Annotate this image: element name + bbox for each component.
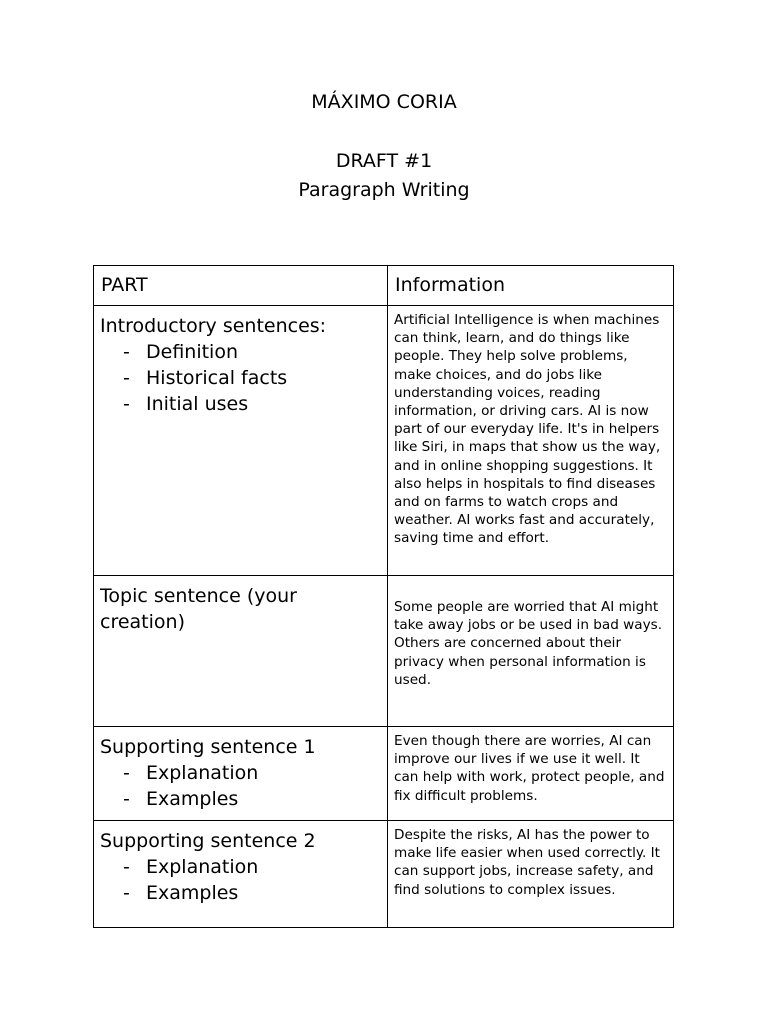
- part-title: Introductory sentences:: [100, 315, 327, 337]
- table-row-supporting-2: [94, 821, 674, 928]
- author-name: MÁXIMO CORIA: [311, 91, 457, 113]
- part-cell: [94, 727, 388, 821]
- paragraph-outline-table: [93, 265, 674, 928]
- subitem-label: Explanation: [146, 762, 259, 784]
- subitem-label: Historical facts: [146, 367, 288, 389]
- table-row-introductory: [94, 306, 674, 576]
- table-row-supporting-1: [94, 727, 674, 821]
- part-subitems: [100, 760, 383, 812]
- part-subitems: [100, 339, 383, 417]
- list-item: - Historical facts: [123, 367, 288, 389]
- part-title: Topic sentence (your creation): [100, 585, 297, 633]
- list-item: - Explanation: [123, 856, 259, 878]
- column-header-part: PART: [94, 266, 388, 306]
- information-cell: Some people are worried that AI might take away jobs or be used in bad ways. Others are concerned about their privacy when personal information is used.: [388, 576, 674, 727]
- subitem-label: Initial uses: [146, 393, 249, 415]
- subitem-label: Explanation: [146, 856, 259, 878]
- column-header-information: Information: [388, 266, 674, 306]
- document-subtitle: Paragraph Writing: [298, 179, 470, 201]
- list-item: - Examples: [123, 788, 239, 810]
- draft-label: DRAFT #1: [335, 150, 433, 172]
- subitem-label: Definition: [146, 341, 239, 363]
- table-header-row: [94, 266, 674, 306]
- list-item: - Explanation: [123, 762, 259, 784]
- table-row-topic: [94, 576, 674, 727]
- part-cell: [94, 306, 388, 576]
- part-title: Supporting sentence 2: [100, 830, 316, 852]
- part-cell: [94, 821, 388, 928]
- subitem-label: Examples: [146, 788, 239, 810]
- information-cell: Even though there are worries, AI can improve our lives if we use it well. It can help with work, protect people, and fix difficult problems.: [388, 727, 674, 821]
- information-cell: Despite the risks, AI has the power to make life easier when used correctly. It can support jobs, increase safety, and find solutions to complex issues.: [388, 821, 674, 928]
- part-cell: [94, 576, 388, 727]
- list-item: - Examples: [123, 882, 239, 904]
- part-subitems: [100, 854, 383, 906]
- information-cell: Artificial Intelligence is when machines can think, learn, and do things like people. They help solve problems, make choices, and do jobs like understanding voices, reading information, or driving cars. AI is now part of our everyday life. It's in helpers like Siri, in maps that show us the way, and in online shopping suggestions. It also helps in hospitals to find diseases and on farms to watch crops and weather. AI works fast and accurately, saving time and effort.: [388, 306, 674, 576]
- list-item: - Definition: [123, 341, 239, 363]
- subitem-label: Examples: [146, 882, 239, 904]
- list-item: - Initial uses: [123, 393, 249, 415]
- part-title: Supporting sentence 1: [100, 736, 316, 758]
